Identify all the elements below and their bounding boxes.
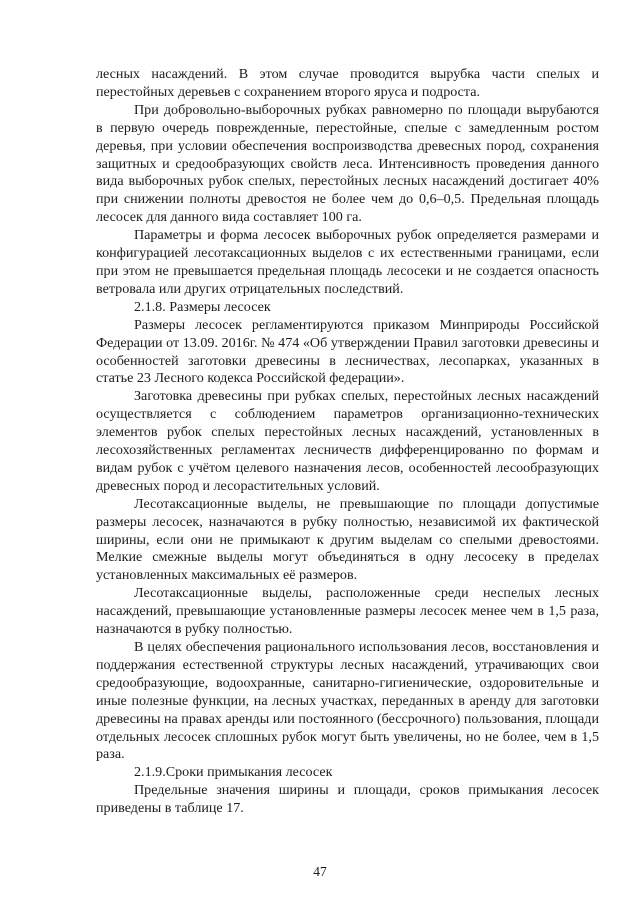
page-body	[96, 66, 599, 818]
paragraph-cutting-area-parameters: Параметры и форма лесосек выборочных рубок определяется размерами и конфигурацией лесотаксационных выделов с их естественными границами, если при этом не превышается предельная площадь лесосеки и не создается опасность ветровала или других отрицательных последствий.	[96, 227, 599, 297]
paragraph-timber-harvesting: Заготовка древесины при рубках спелых, перестойных лесных насаждений осуществляется с соблюдением параметров организационно-технических элементов рубок спелых перестойных лесных насаждений, установленных в лесохозяйственных регламентах лесничеств дифференцированно по формам и видам рубок с учётом целевого назначения лесов, особенностей лесообразующих древесных пород и лесорастительных условий.	[96, 388, 599, 494]
section-heading-2-1-9: 2.1.9.Сроки примыкания лесосек	[134, 764, 333, 781]
paragraph-voluntary-selective-felling: При добровольно-выборочных рубках равномерно по площади вырубаются в первую очередь поврежденные, перестойные, спелые с замедленным ростом деревья, при условии обеспечения воспроизводства древесных пород, сохранения защитных и средообразующих свойств леса. Интенсивность проведения данного вида выборочных рубок спелых, перестойных лесных насаждений достигает 40% при снижении полноты древостоя не более чем до 0,6–0,5. Предельная площадь лесосек для данного вида составляет 100 га.	[96, 101, 599, 226]
paragraph-regulation-order: Размеры лесосек регламентируются приказом Минприроды Российской Федерации от 13.09. 2016г. № 474 «Об утверждении Правил заготовки древесины и особенностей заготовки древесины в лесничествах, лесопарках, указанных в статье 23 Лесного кодекса Российской федерации».	[96, 316, 599, 387]
section-heading-2-1-8: 2.1.8. Размеры лесосек	[134, 298, 271, 315]
paragraph-table-reference: Предельные значения ширины и площади, сроков примыкания лесосек приведены в таблице 17.	[96, 782, 599, 817]
page-number: 47	[313, 864, 327, 879]
paragraph-rational-use: В целях обеспечения рационального использования лесов, восстановления и поддержания естественной структуры лесных насаждений, утрачивающих свои средообразующие, водоохранные, санитарно-гигиенические, оздоровительные и иные полезные функции, на лесных участках, переданных в аренду для заготовки древесины на правах аренды или постоянного (бессрочного) пользования, площади отдельных лесосек сплошных рубок могут быть увеличены, но не более, чем в 1,5 раза.	[96, 639, 599, 763]
paragraph-allotments-among-immature: Лесотаксационные выделы, расположенные среди неспелых лесных насаждений, превышающие установленные размеры лесосек менее чем в 1,5 раза, назначаются в рубку полностью.	[96, 585, 599, 638]
paragraph-continuation: лесных насаждений. В этом случае проводится вырубка части спелых и перестойных деревьев с сохранением второго яруса и подроста.	[96, 66, 599, 100]
paragraph-allotments-within-limits: Лесотаксационные выделы, не превышающие по площади допустимые размеры лесосек, назначаются в рубку полностью, независимой их фактической ширины, если они не примыкают к другим выделам со спелыми древостоями. Мелкие смежные выделы могут объединяться в одну лесосеку в пределах установленных максимальных её размеров.	[96, 495, 599, 584]
